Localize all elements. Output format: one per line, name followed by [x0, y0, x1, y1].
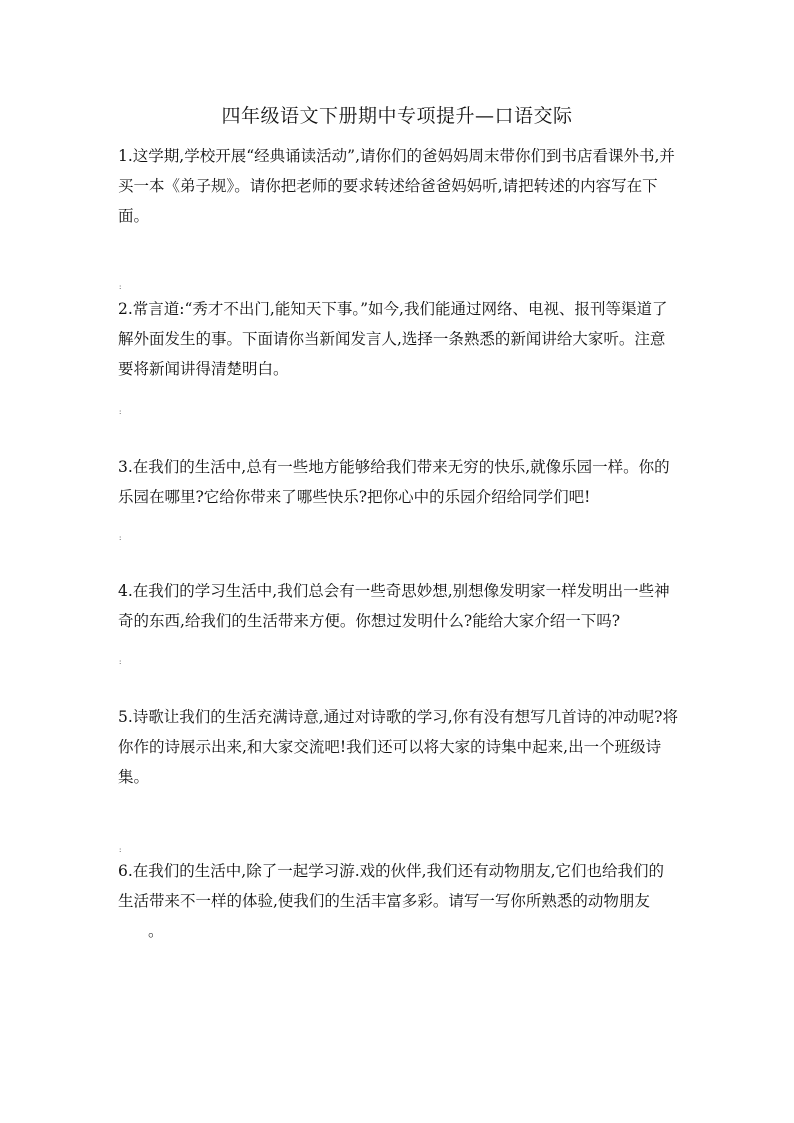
question-3: 3.在我们的生活中,总有一些地方能够给我们带来无穷的快乐,就像乐园一样。你的乐园在哪里?它给你带来了哪些快乐?把你心中的乐园介绍给同学们吧! — [118, 458, 670, 506]
question-1: 1.这学期,学校开展“经典诵读活动”,请你们的爸妈妈周末带你们到书店看课外书,并买一本《弟子规》。请你把老师的要求转述给爸爸妈妈听,请把转述的内容写在下面。 — [118, 147, 675, 225]
question-6-end: 。 — [148, 922, 164, 940]
question-2: 2.常言道:“秀才不出门,能知天下事。”如今,我们能通过网络、电视、报刊等渠道了解外面发生的事。下面请你当新闻发言人,选择一条熟悉的新闻讲给大家听。注意要将新闻讲得清楚明白。 — [118, 300, 668, 378]
page-title: 四年级语文下册期中专项提升—口语交际 — [221, 105, 573, 127]
paragraph-marker: : — [119, 534, 122, 542]
paragraph-marker: : — [119, 658, 122, 666]
paragraph-marker: : — [119, 846, 122, 854]
paragraph-marker: : — [119, 283, 122, 291]
question-6 — [118, 856, 678, 946]
question-6-text: 6.在我们的生活中,除了一起学习游.戏的伙伴,我们还有动物朋友,它们也给我们的生活带来不一样的体验,使我们的生活丰富多彩。请写一写你所熟悉的动物朋友 — [118, 862, 664, 910]
paragraph-marker: : — [119, 408, 122, 416]
question-5: 5.诗歌让我们的生活充满诗意,通过对诗歌的学习,你有没有想写几首诗的冲动呢?将你作的诗展示出来,和大家交流吧!我们还可以将大家的诗集中起来,出一个班级诗集。 — [118, 708, 678, 786]
question-4: 4.在我们的学习生活中,我们总会有一些奇思妙想,别想像发明家一样发明出一些神奇的东西,给我们的生活带来方便。你想过发明什么?能给大家介绍一下吗? — [118, 582, 670, 630]
